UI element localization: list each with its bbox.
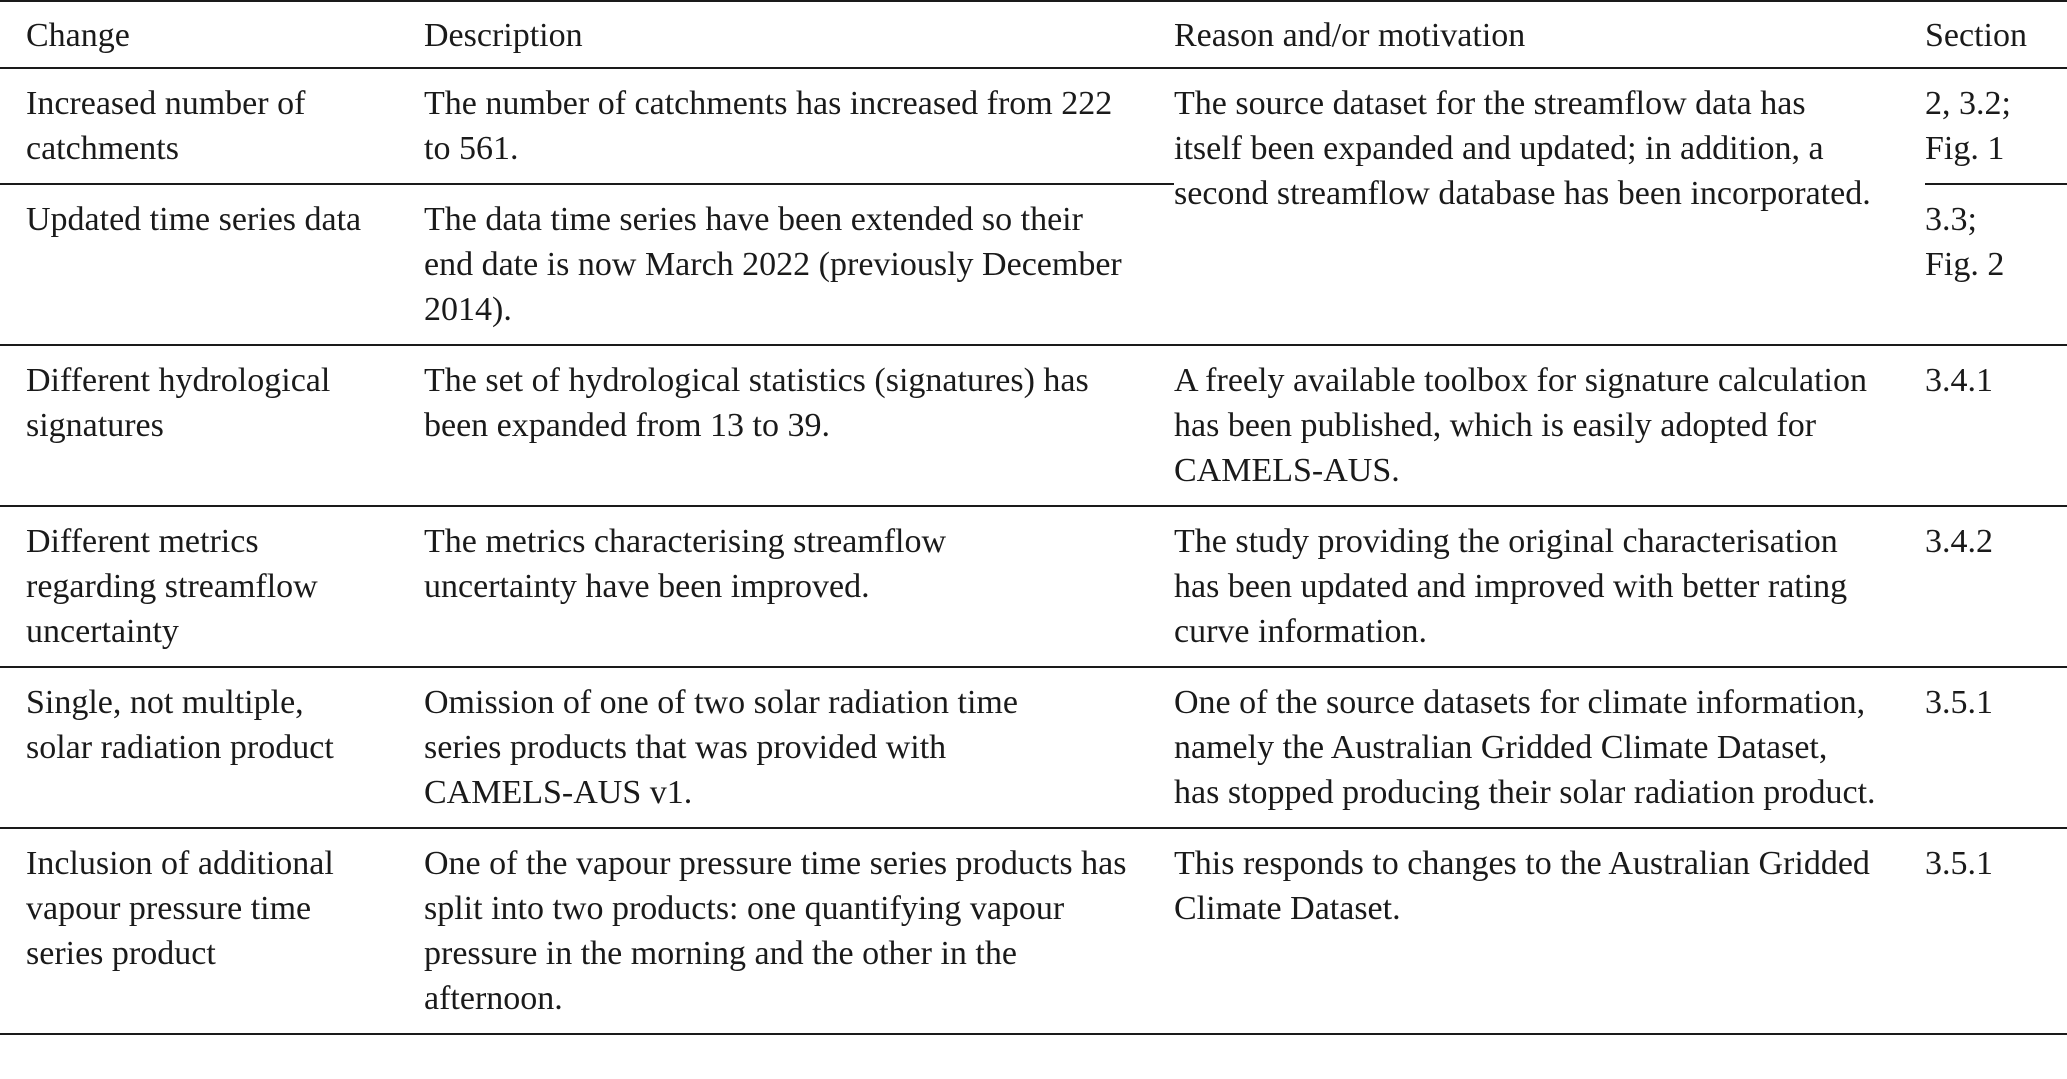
change-text: Updated time series data (26, 201, 362, 238)
header-description: Description (424, 1, 1174, 68)
change-text: Single, not multiple, solar radiation product (26, 684, 334, 766)
cell-reason (1174, 828, 1925, 1034)
cell-description (424, 828, 1174, 1034)
section-text: 3.4.1 (1925, 362, 1993, 399)
description-text: The number of catchments has increased from 222 to 561. (424, 85, 1113, 167)
cell-section (1925, 667, 2067, 828)
cell-reason (1174, 68, 1925, 345)
header-section: Section (1925, 1, 2067, 68)
cell-description (424, 667, 1174, 828)
section-text: 3.4.2 (1925, 523, 1993, 560)
cell-description (424, 68, 1174, 184)
table-row (0, 345, 2067, 506)
table-row (0, 506, 2067, 667)
description-text: The metrics characterising streamflow uncertainty have been improved. (424, 523, 947, 605)
cell-change (0, 506, 424, 667)
table-row (0, 828, 2067, 1034)
cell-description (424, 345, 1174, 506)
cell-description (424, 184, 1174, 345)
cell-section (1925, 68, 2067, 184)
change-text: Different hydrological signatures (26, 362, 331, 444)
cell-section (1925, 506, 2067, 667)
section-text: 3.5.1 (1925, 845, 1993, 882)
section-text: 2, 3.2; Fig. 1 (1925, 85, 2011, 167)
cell-change (0, 68, 424, 184)
cell-change (0, 184, 424, 345)
header-change: Change (0, 1, 424, 68)
table-row (0, 68, 2067, 184)
description-text: Omission of one of two solar radiation time series products that was provided with CAMELS-AUS v1. (424, 684, 1018, 811)
cell-description (424, 506, 1174, 667)
cell-section (1925, 184, 2067, 345)
cell-section (1925, 828, 2067, 1034)
cell-reason (1174, 667, 1925, 828)
cell-section (1925, 345, 2067, 506)
reason-text: The source dataset for the streamflow data has itself been expanded and updated; in addition, a second streamflow database has been incorporated. (1174, 85, 1871, 212)
cell-reason (1174, 345, 1925, 506)
change-text: Inclusion of additional vapour pressure time series product (26, 845, 334, 972)
reason-text: The study providing the original characterisation has been updated and improved with better rating curve information. (1174, 523, 1848, 650)
change-text: Increased number of catchments (26, 85, 306, 167)
table-row (0, 667, 2067, 828)
reason-text: This responds to changes to the Australian Gridded Climate Dataset. (1174, 845, 1870, 927)
cell-reason (1174, 506, 1925, 667)
reason-text: One of the source datasets for climate information, namely the Australian Gridded Climate Dataset, has stopped producing their solar radiation product. (1174, 684, 1876, 811)
description-text: The set of hydrological statistics (signatures) has been expanded from 13 to 39. (424, 362, 1089, 444)
reason-text: A freely available toolbox for signature calculation has been published, which is easily adopted for CAMELS-AUS. (1174, 362, 1867, 489)
header-reason: Reason and/or motivation (1174, 1, 1925, 68)
description-text: One of the vapour pressure time series products has split into two products: one quantifying vapour pressure in the morning and the other in the afternoon. (424, 845, 1127, 1017)
section-text: 3.3; Fig. 2 (1925, 201, 2005, 283)
description-text: The data time series have been extended so their end date is now March 2022 (previously December 2014). (424, 201, 1122, 328)
cell-change (0, 667, 424, 828)
change-text: Different metrics regarding streamflow uncertainty (26, 523, 318, 650)
table-header-row (0, 1, 2067, 68)
cell-change (0, 828, 424, 1034)
section-text: 3.5.1 (1925, 684, 1993, 721)
cell-change (0, 345, 424, 506)
